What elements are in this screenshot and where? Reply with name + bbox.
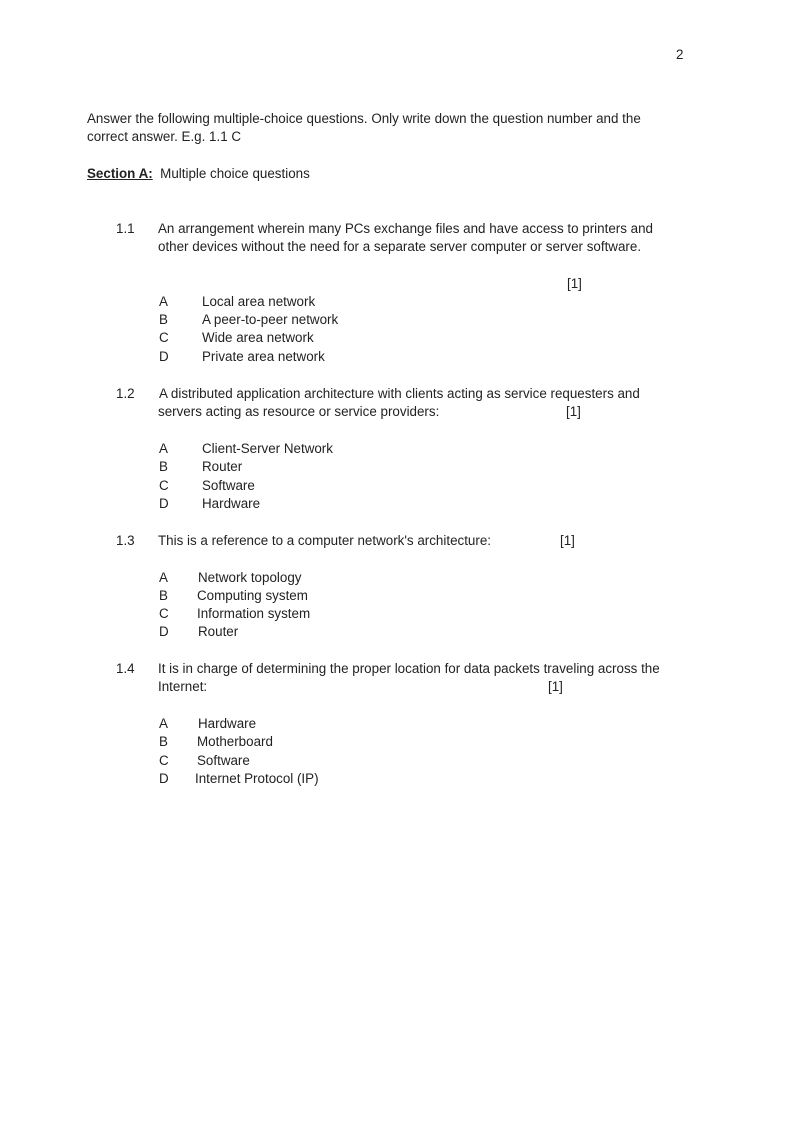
option-letter: C: [159, 753, 169, 768]
option-text: Local area network: [202, 294, 316, 309]
question-text: Internet:: [158, 679, 208, 694]
option-text: Software: [202, 478, 255, 493]
option-text: Hardware: [198, 716, 257, 731]
section-heading: [87, 165, 310, 183]
option-letter: B: [159, 312, 168, 327]
question-text: other devices without the need for a separate server computer or server software.: [158, 239, 642, 254]
option-letter: A: [159, 716, 168, 731]
option-text: Wide area network: [202, 330, 314, 345]
question-text: A distributed application architecture with clients acting as service requesters and: [159, 386, 640, 401]
option-text: Client-Server Network: [202, 441, 333, 456]
option-letter: B: [159, 588, 168, 603]
question-number: 1.2: [116, 386, 135, 401]
instructions-line-1: Answer the following multiple-choice questions. Only write down the question number and the: [87, 111, 641, 126]
question-marks: [1]: [567, 276, 582, 291]
section-label: Section A:: [87, 166, 153, 181]
page-number: 2: [676, 47, 684, 62]
option-letter: B: [159, 734, 168, 749]
instructions-line-2: correct answer. E.g. 1.1 C: [87, 129, 242, 144]
question-text: It is in charge of determining the proper location for data packets traveling across the: [158, 661, 660, 676]
option-text: Internet Protocol (IP): [195, 771, 319, 786]
option-text: Motherboard: [197, 734, 273, 749]
question-marks: [1]: [566, 404, 581, 419]
option-text: Hardware: [202, 496, 261, 511]
option-letter: A: [159, 570, 168, 585]
option-text: A peer-to-peer network: [202, 312, 339, 327]
option-text: Router: [198, 624, 239, 639]
question-marks: [1]: [560, 533, 575, 548]
option-text: Router: [202, 459, 243, 474]
option-letter: B: [159, 459, 168, 474]
option-text: Software: [197, 753, 250, 768]
option-text: Network topology: [198, 570, 302, 585]
option-text: Computing system: [197, 588, 308, 603]
section-title: Multiple choice questions: [160, 166, 310, 181]
option-text: Information system: [197, 606, 311, 621]
option-letter: D: [159, 771, 169, 786]
question-text: An arrangement wherein many PCs exchange files and have access to printers and: [158, 221, 653, 236]
question-text: servers acting as resource or service providers:: [158, 404, 440, 419]
option-letter: D: [159, 624, 169, 639]
question-text: This is a reference to a computer network's architecture:: [158, 533, 492, 548]
option-text: Private area network: [202, 349, 325, 364]
option-letter: A: [159, 294, 168, 309]
option-letter: C: [159, 606, 169, 621]
option-letter: C: [159, 478, 169, 493]
option-letter: D: [159, 496, 169, 511]
option-letter: A: [159, 441, 168, 456]
question-number: 1.1: [116, 221, 135, 236]
question-number: 1.4: [116, 661, 135, 676]
option-letter: D: [159, 349, 169, 364]
question-marks: [1]: [548, 679, 563, 694]
question-number: 1.3: [116, 533, 135, 548]
option-letter: C: [159, 330, 169, 345]
